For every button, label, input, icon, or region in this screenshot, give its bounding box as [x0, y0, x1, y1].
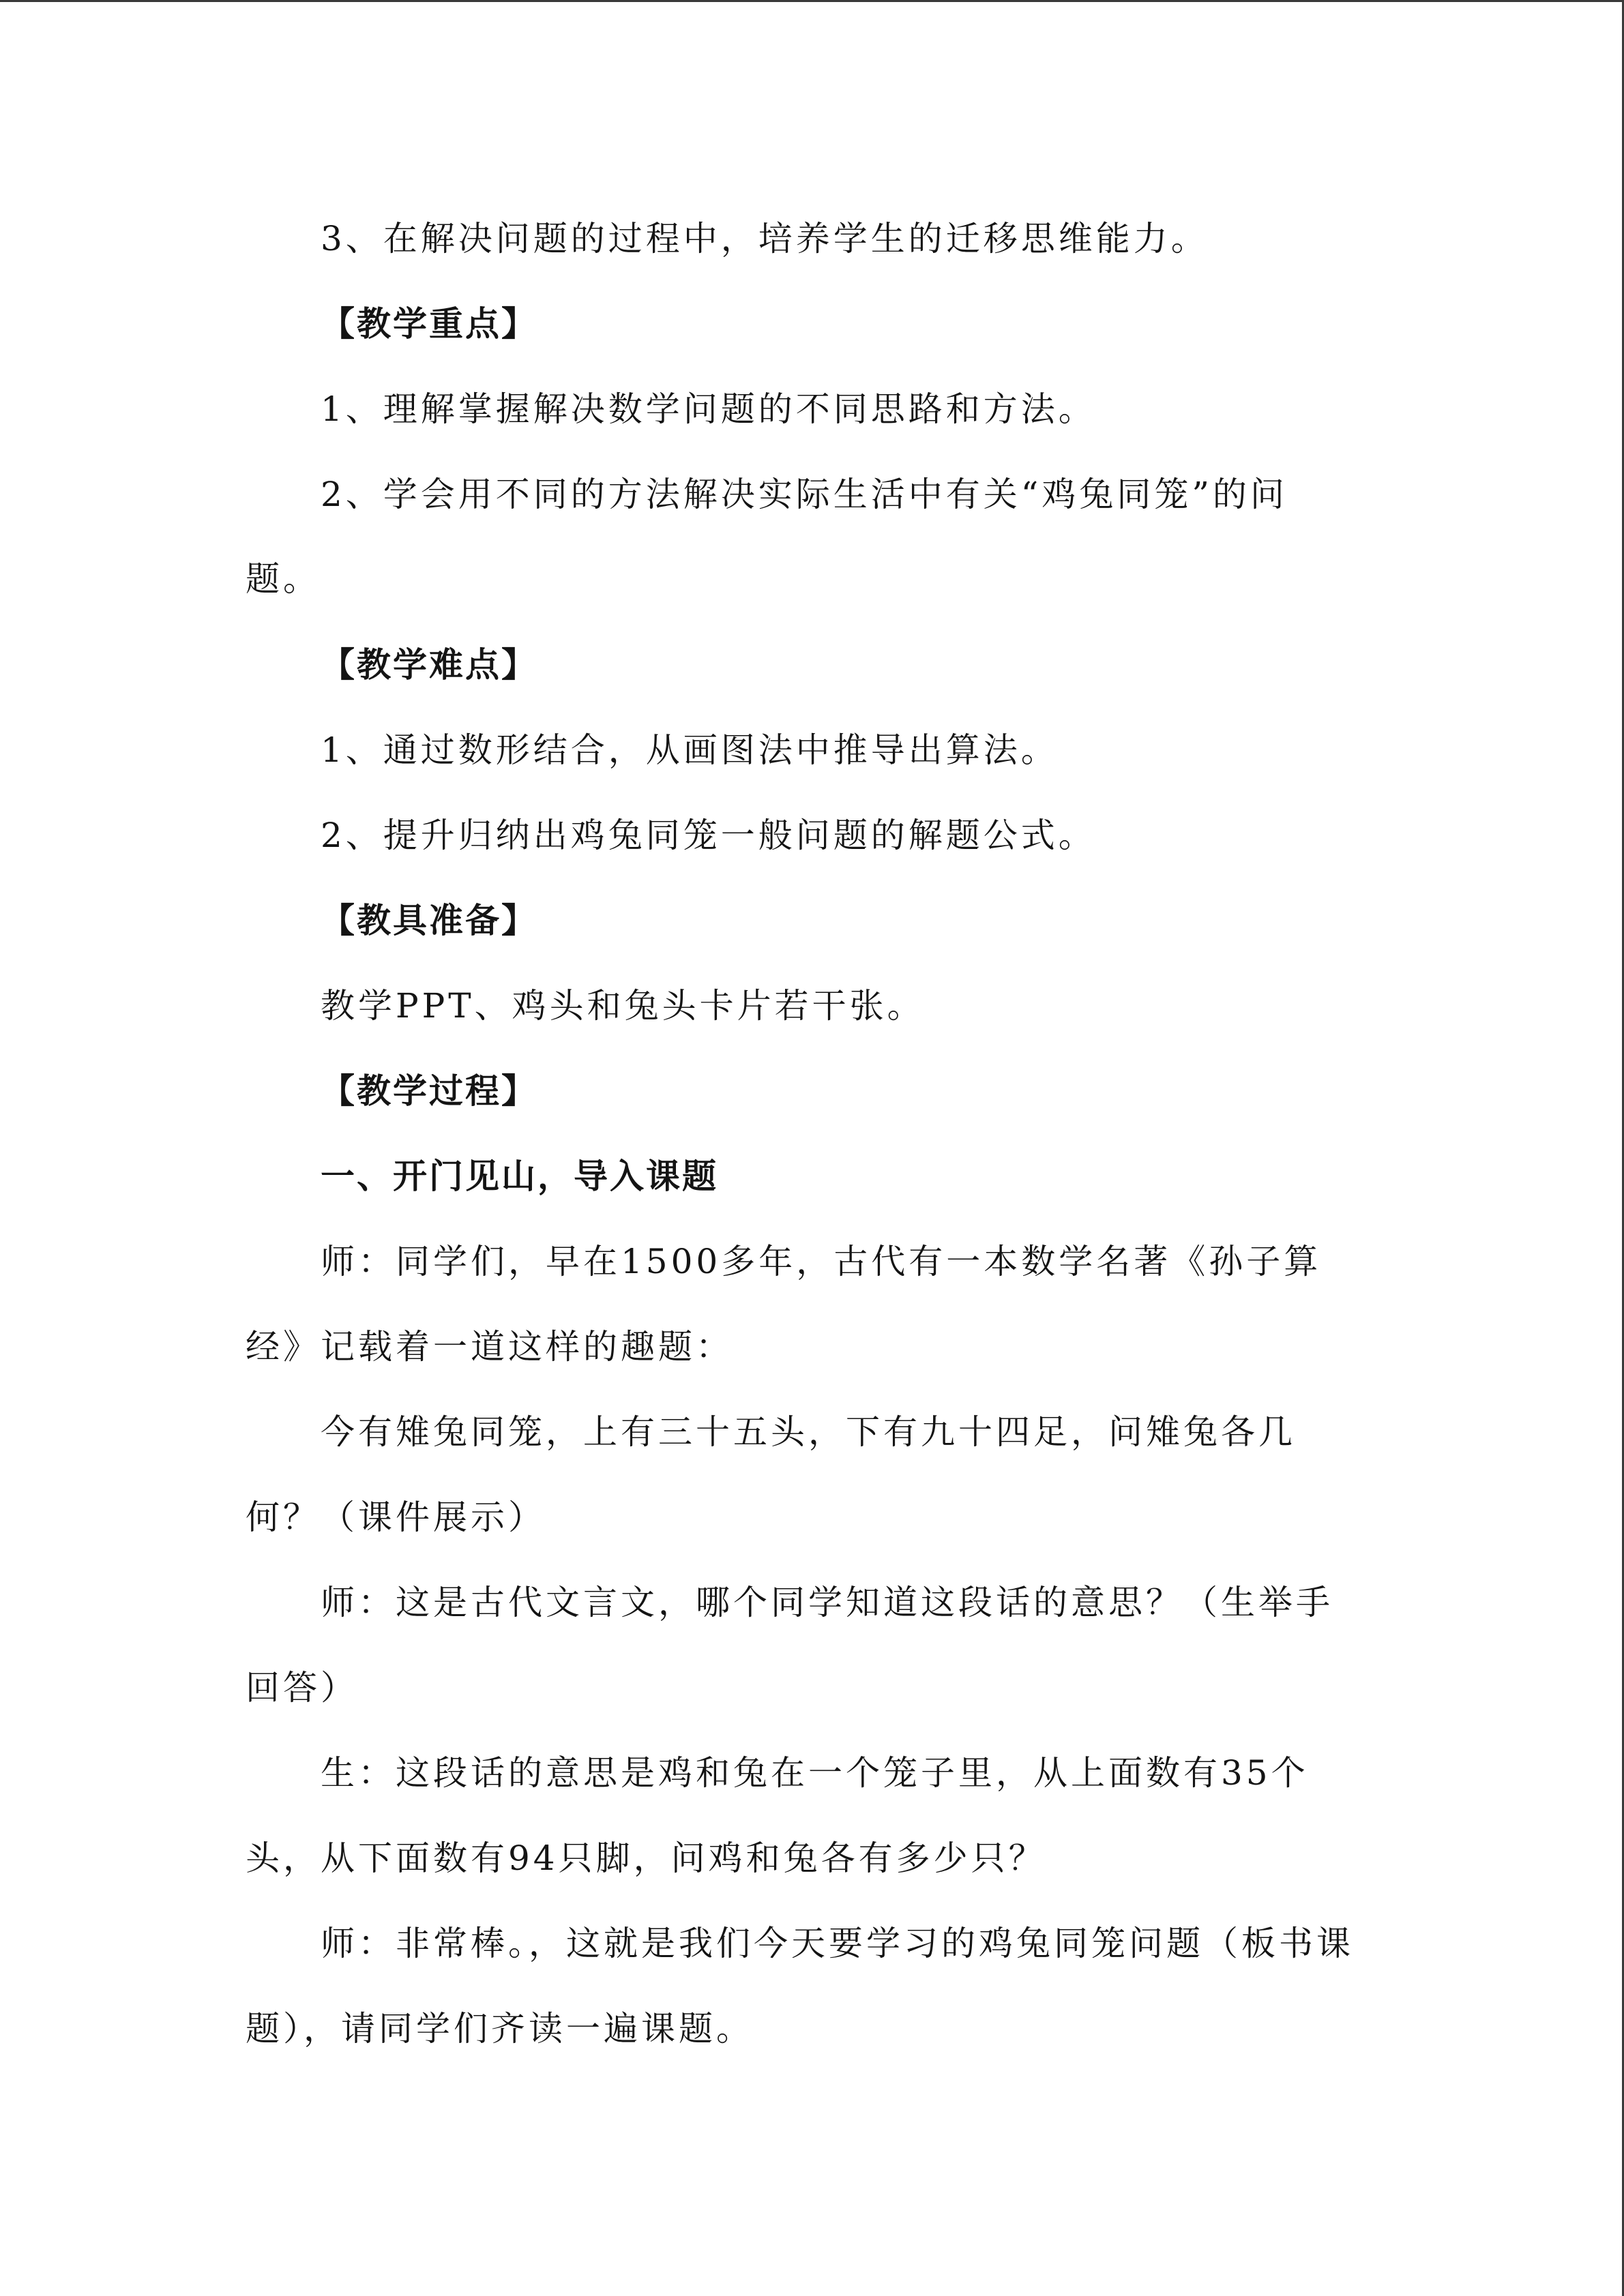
student-line-cont: 头，从下面数有94只脚，问鸡和兔各有多少只？	[246, 1838, 1046, 1878]
difficulty-1: 1、通过数形结合，从画图法中推导出算法。	[321, 730, 1059, 770]
materials-text: 教学PPT、鸡头和兔头卡片若干张。	[321, 986, 925, 1026]
teacher-line-3-cont: 题），请同学们齐读一遍课题。	[246, 2009, 754, 2048]
key-point-2-cont: 题。	[246, 559, 321, 599]
heading-difficulties: 【教学难点】	[321, 644, 537, 685]
heading-materials: 【教具准备】	[321, 900, 537, 940]
classic-problem: 今有雉兔同笼，上有三十五头，下有九十四足，问雉兔各几	[321, 1412, 1296, 1452]
classic-problem-cont: 何？（课件展示）	[246, 1497, 546, 1537]
teacher-line-1-cont: 经》记载着一道这样的趣题：	[246, 1327, 733, 1367]
top-border	[0, 0, 1624, 2]
difficulty-2: 2、提升归纳出鸡兔同笼一般问题的解题公式。	[321, 816, 1096, 855]
section-1-title: 一、开门见山，导入课题	[321, 1156, 718, 1196]
objective-3: 3、在解决问题的过程中，培养学生的迁移思维能力。	[321, 219, 1209, 258]
key-point-2: 2、学会用不同的方法解决实际生活中有关“鸡兔同笼”的问	[321, 475, 1288, 514]
teacher-line-3: 师：非常棒。，这就是我们今天要学习的鸡兔同笼问题（板书课	[321, 1924, 1354, 1963]
heading-key-points: 【教学重点】	[321, 303, 537, 344]
heading-process: 【教学过程】	[321, 1071, 537, 1111]
key-point-1: 1、理解掌握解决数学问题的不同思路和方法。	[321, 389, 1096, 429]
student-line: 生：这段话的意思是鸡和兔在一个笼子里，从上面数有35个	[321, 1753, 1309, 1793]
teacher-line-2-cont: 回答）	[246, 1668, 358, 1708]
teacher-line-1: 师：同学们，早在1500多年，古代有一本数学名著《孙子算	[321, 1242, 1322, 1281]
teacher-line-2: 师：这是古代文言文，哪个同学知道这段话的意思？（生举手	[321, 1583, 1333, 1622]
